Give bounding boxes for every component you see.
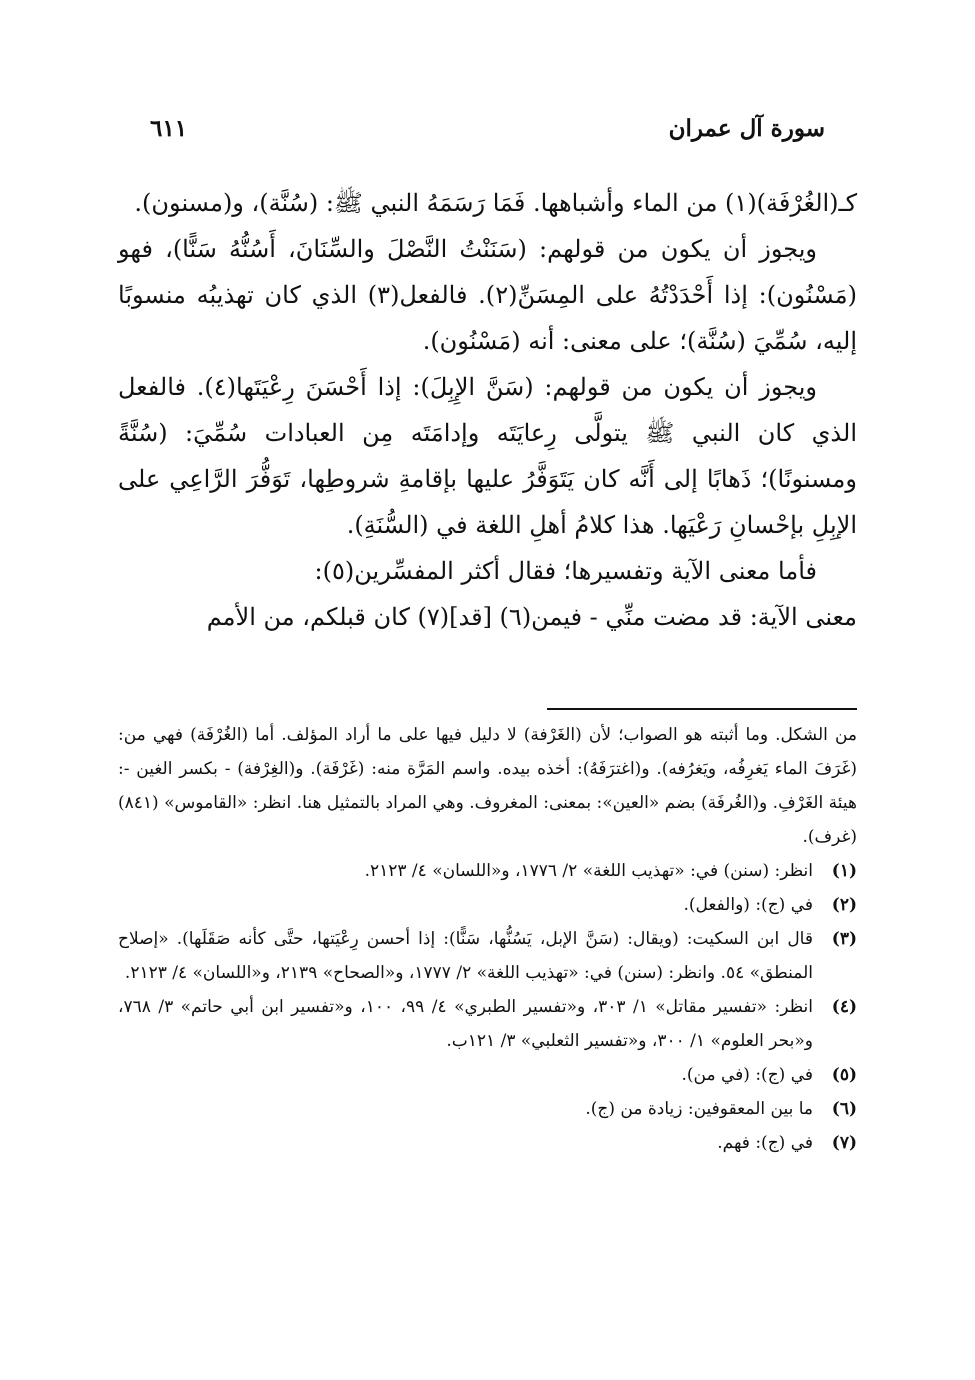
footnote-item [118, 854, 857, 888]
footnote-separator [547, 708, 857, 710]
footnote-number: (٤) [831, 997, 857, 1017]
footnote-text: ما بين المعقوفين: زيادة من (ج). [585, 1099, 813, 1119]
footnote-item [118, 1092, 857, 1126]
paragraph: ويجوز أن يكون من قولهم: (سَنَنْتُ النَّصْلَ والسِّنَانَ، أَسُنُّهُ سَنًّا)، فهو (مَسْنُون): إذا أَحْدَدْتُهُ على المِسَنِّ(٢). فالفعل(٣) الذي كان تهذيبُه منسوبًا إليه، سُمِّيَ (سُنَّة)؛ على معنى: أنه (مَسْنُون). [118, 235, 857, 355]
main-text [118, 180, 857, 640]
paragraph: فأما معنى الآية وتفسيرها؛ فقال أكثر المفسِّرين(٥): [314, 557, 817, 585]
footnote-number: (٧) [831, 1133, 857, 1153]
footnote-item [118, 888, 857, 922]
footnote-continuation: من الشكل. وما أثبته هو الصواب؛ لأن (الغَرْفة) لا دليل فيها على ما أراد المؤلف. أما (الغُرْفَة) فهي من: (غَرَفَ الماء يَغرِفُه، ويَغرُفه). و(اغترَفَهُ): أخذه بيده. واسم المَرَّة منه: (غَرْفَة). و(الغِرْفة) - بكسر الغين -: هيئة الغَرْفِ. و(الغُرفَة) بضم «العين»: بمعنى: المغروف. وهي المراد بالتمثيل هنا. انظر: «القاموس» (٨٤١) (غرف). [118, 725, 857, 847]
footnote-item [118, 1126, 857, 1160]
page-number: ٦١١ [150, 114, 188, 142]
footnote-item [118, 922, 857, 990]
footnote-item [118, 990, 857, 1058]
footnote-text: في (ج): (في من). [681, 1065, 813, 1085]
footnote-text: في (ج): (والفعل). [683, 895, 813, 915]
paragraph: معنى الآية: قد مضت منِّي - فيمن(٦) [قد](٧) كان قبلكم، من الأمم [206, 603, 857, 631]
footnote-number: (١) [831, 861, 857, 881]
footnote-text: انظر: (سنن) في: «تهذيب اللغة» ٢/ ١٧٧٦، و«اللسان» ٤/ ٢١٢٣. [364, 861, 813, 881]
footnote-number: (٢) [831, 895, 857, 915]
page-header [150, 108, 825, 148]
footnote-text: في (ج): فهم. [717, 1133, 813, 1153]
footnote-number: (٦) [831, 1099, 857, 1119]
footnotes [118, 718, 857, 1160]
paragraph: ويجوز أن يكون من قولهم: (سَنَّ الإِبِلَ): إذا أَحْسَنَ رِعْيَتَها(٤). فالفعل الذي كان النبي ﷺ يتولَّى رِعايَتَه وإدامَتَه مِن العبادات سُمِّيَ: (سُنَّةً ومسنونًا)؛ ذَهابًا إلى أَنَّه كان يَتَوَفَّرُ عليها بإقامةِ شروطِها، تَوَفُّرَ الرَّاعِي على الإبِلِ بإحْسانِ رَعْيَها. هذا كلامُ أهلِ اللغة في (السُّنَةِ). [118, 373, 857, 539]
footnote-text: قال ابن السكيت: (ويقال: (سَنَّ الإبل، يَسُنُّها، سَنًّا): إذا أحسن رِعْيَتها، حتَّى كأنه صَقَلَها). «إصلاح المنطق» ٥٤. وانظر: (سنن) في: «تهذيب اللغة» ٢/ ١٧٧٧، و«الصحاح» ٢١٣٩، و«اللسان» ٤/ ٢١٢٣. [118, 929, 813, 983]
footnote-item [118, 1058, 857, 1092]
paragraph: كـ(الغُرْفَة)(١) من الماء وأشباهها. فَمَا رَسَمَهُ النبي ﷺ: (سُنَّة)، و(مسنون). [134, 189, 857, 217]
footnote-number: (٣) [831, 929, 857, 949]
surah-title: سورة آل عمران [668, 114, 825, 142]
footnote-number: (٥) [831, 1065, 857, 1085]
footnote-text: انظر: «تفسير مقاتل» ١/ ٣٠٣، و«تفسير الطبري» ٤/ ٩٩، ١٠٠، و«تفسير ابن أبي حاتم» ٣/ ٧٦٨، و«بحر العلوم» ١/ ٣٠٠، و«تفسير الثعلبي» ٣/ ١٢١ب. [118, 997, 813, 1051]
